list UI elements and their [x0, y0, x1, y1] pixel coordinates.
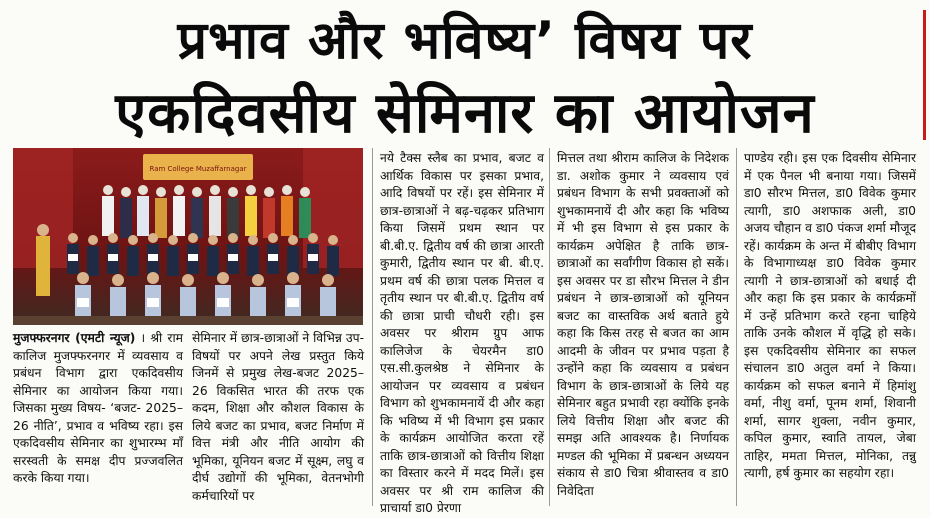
red-margin-rule — [923, 10, 926, 140]
column-5-text: पाण्डेय रही। इस एक दिवसीय सेमिनार में एक पैनल भी बनाया गया। जिसमें डा0 सौरभ मित्तल, डा0 विवेक कुमार त्यागी, डा0 अशफाक अली, डा0 अजय चौहान व डा0 पंकज शर्मा मौजूद रहें। कार्यक्रम के अन्त में बीबीए विभाग के विभागाध्यक्ष डा0 विवेक कुमार त्यागी ने छात्र-छात्राओं को बधाई दी और कहा कि इस प्रकार के कार्यक्रमों में उन्हें प्रतिभाग करते रहना चाहिये ताकि उनके कौशल में वृद्धि हो सके। इस एकदिवसीय सेमिनार का सफल संचालन डा0 अतुल वर्मा ने किया। कार्यक्रम को सफल बनाने में हिमांशु वर्मा, नीशु वर्मा, पूनम शर्मा, शिवानी शर्मा, सागर शुक्ला, नवीन कुमार, कपिल कुमार, स्वाति तायल, जेबा ताहिर, ममता मित्तल, मोनिका, तन्नु त्यागी, हर्ष कुमार का सहयोग रहा। — [744, 151, 916, 480]
article-column-2 — [192, 330, 364, 506]
seminar-group-photo — [13, 148, 363, 325]
column-divider — [736, 148, 737, 506]
article-column-3 — [380, 150, 544, 515]
article-column-5 — [744, 150, 916, 506]
banner-text: Ram College Muzaffarnagar — [149, 165, 247, 173]
dateline: मुजफ्फरनगर (एमटी न्यूज) — [13, 331, 136, 345]
article-column-1 — [13, 330, 183, 506]
column-3-text: नये टैक्स स्लैब का प्रभाव, बजट व आर्थिक विकास पर इसका प्रभाव, आदि विषयों पर रहें। इस सेमिनार में छात्र-छात्राओं ने बढ़-चढ़कर प्रतिभाग किया जिसमें प्रथम स्थान पर बी.बी.ए. द्वितीय वर्ष की छात्रा आरती कुमारी, द्वितीय स्थान पर बी. बी.ए. प्रथम वर्ष की छात्रा पलक मित्तल व तृतीय स्थान पर बी.बी.ए. द्वितीय वर्ष की छात्रा प्राची चौधरी रही। इस अवसर पर श्रीराम ग्रुप आफ कालिजेज के चेयरमैन डा0 एस.सी.कुलश्रेष्ठ ने सेमिनार के आयोजन पर व्यवसाय व प्रबंधन विभाग को शुभकामनायें दी और कहा कि भविष्य में भी विभाग इस प्रकार के कार्यक्रम आयोजित करता रहें ताकि छात्र-छात्राओं को वित्तीय शिक्षा का विस्तार करने में मदद मिलें। इस अवसर पर श्री राम कालिज की प्राचार्या डा0 प्रेरणा — [380, 151, 544, 515]
column-4-text: मित्तल तथा श्रीराम कालिज के निदेशक डा. अशोक कुमार ने व्यवसाय एवं प्रबंधन विभाग के सभी प्रवक्ताओं को शुभकामनायें दी और कहा कि भविष्य में भी इस विभाग से इस प्रकार के कार्यक्रम अपेक्षित है ताकि छात्र-छात्राओं का सर्वांगीण विकास हो सकें। इस अवसर पर डा सौरभ मित्तल ने डीन प्रबंधन ने छात्र-छात्राओं को यूनियन बजट का वास्तविक अर्थ बताते हुये कहा कि किस तरह से बजत का आम आदमी के जीवन पर प्रभाव पड़ता है उन्होंने कहा कि व्यवसाय व प्रबंधन विभाग के छात्र-छात्राओं के लिये यह सेमिनार बहुत प्रभावी रहा क्योंकि इनके लिये वित्तीय शिक्षा और बजट की समझ अति आवश्यक है। निर्णायक मण्डल की भूमिका में प्रबन्धन अध्ययन संकाय से डा0 चित्रा श्रीवास्तव व डा0 निवेदिता — [557, 151, 729, 498]
headline-line-1: प्रभाव और भविष्य’ विषय पर — [177, 11, 753, 71]
column-1-text: । श्री राम कालिज मुजफ्फरनगर में व्यवसाय व प्रबंधन विभाग द्वारा एकदिवसीय सेमिनार का आयोजन किया गया। जिसका मुख्य विषय- ‘बजट- 2025–26 नीति’, प्रभाव व भविष्य रहा। इस एकदिवसीय सेमिनार का शुभारम्भ माँ सरस्वती के समक्ष दीप प्रज्जवलित करके किया गया। — [13, 331, 183, 485]
column-divider — [549, 148, 550, 506]
news-photo — [13, 148, 363, 325]
article-column-4 — [557, 150, 729, 506]
column-2-text: सेमिनार में छात्र-छात्राओं ने विभिन्न उप-विषयों पर अपने लेख प्रस्तुत किये जिनमें से प्रमुख लेख-बजट 2025–26 विकसित भारत की तरफ एक कदम, शिक्षा और कौशल विकास के लिये बजट का प्रभाव, बजट निर्माण में वित्त मंत्री और नीति आयोग की भूमिका, यूनियन बजट में सूक्ष्म, लघु व दीर्घ उद्योगों की भूमिका, वेतनभोगी कर्मचारियों पर — [192, 331, 365, 503]
headline-line-2: एकदिवसीय सेमिनार का आयोजन — [115, 81, 815, 146]
column-divider — [372, 148, 373, 506]
